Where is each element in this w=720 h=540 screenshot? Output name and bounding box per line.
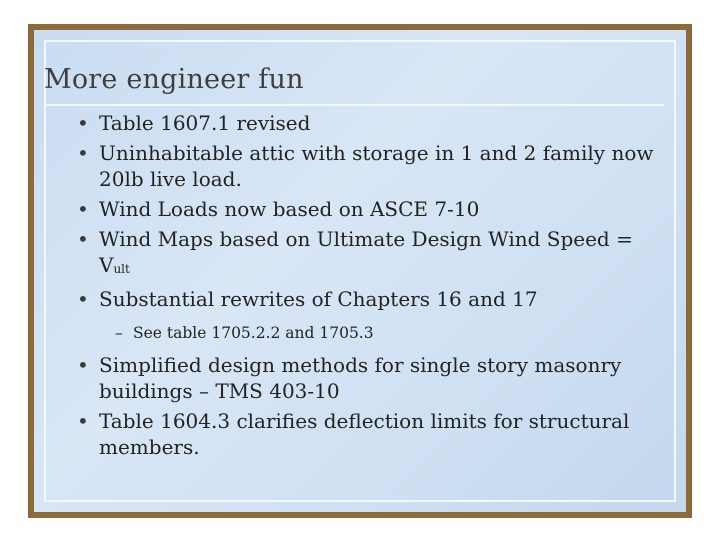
bullet-item bbox=[73, 286, 663, 312]
bullet-text: Table 1604.3 clarifies deflection limits for structural members. bbox=[99, 409, 630, 459]
bullet-text: Table 1607.1 revised bbox=[99, 111, 311, 135]
bullet-item bbox=[73, 110, 663, 136]
bullet-text: Substantial rewrites of Chapters 16 and 17 bbox=[99, 287, 538, 311]
bullet-item bbox=[73, 408, 663, 460]
bullet-text: Simplified design methods for single story masonry buildings – TMS 403-10 bbox=[99, 353, 622, 403]
bullet-item bbox=[73, 140, 663, 192]
bullet-text: Wind Maps based on Ultimate Design Wind Speed = V bbox=[99, 227, 633, 277]
bullet-text: Wind Loads now based on ASCE 7-10 bbox=[99, 197, 480, 221]
slide-title: More engineer fun bbox=[44, 64, 304, 95]
bullet-item bbox=[73, 352, 663, 404]
bullet-item bbox=[73, 226, 663, 282]
title-divider bbox=[44, 104, 664, 106]
slide-body bbox=[73, 110, 663, 468]
bullet-item bbox=[73, 196, 663, 222]
sub-bullet-item bbox=[73, 322, 663, 344]
sub-bullet-text: See table 1705.2.2 and 1705.3 bbox=[133, 324, 374, 342]
subscript-text: ult bbox=[113, 262, 130, 276]
dash-marker: – bbox=[115, 324, 123, 342]
bullet-text: Uninhabitable attic with storage in 1 and 2 family now 20lb live load. bbox=[99, 141, 654, 191]
